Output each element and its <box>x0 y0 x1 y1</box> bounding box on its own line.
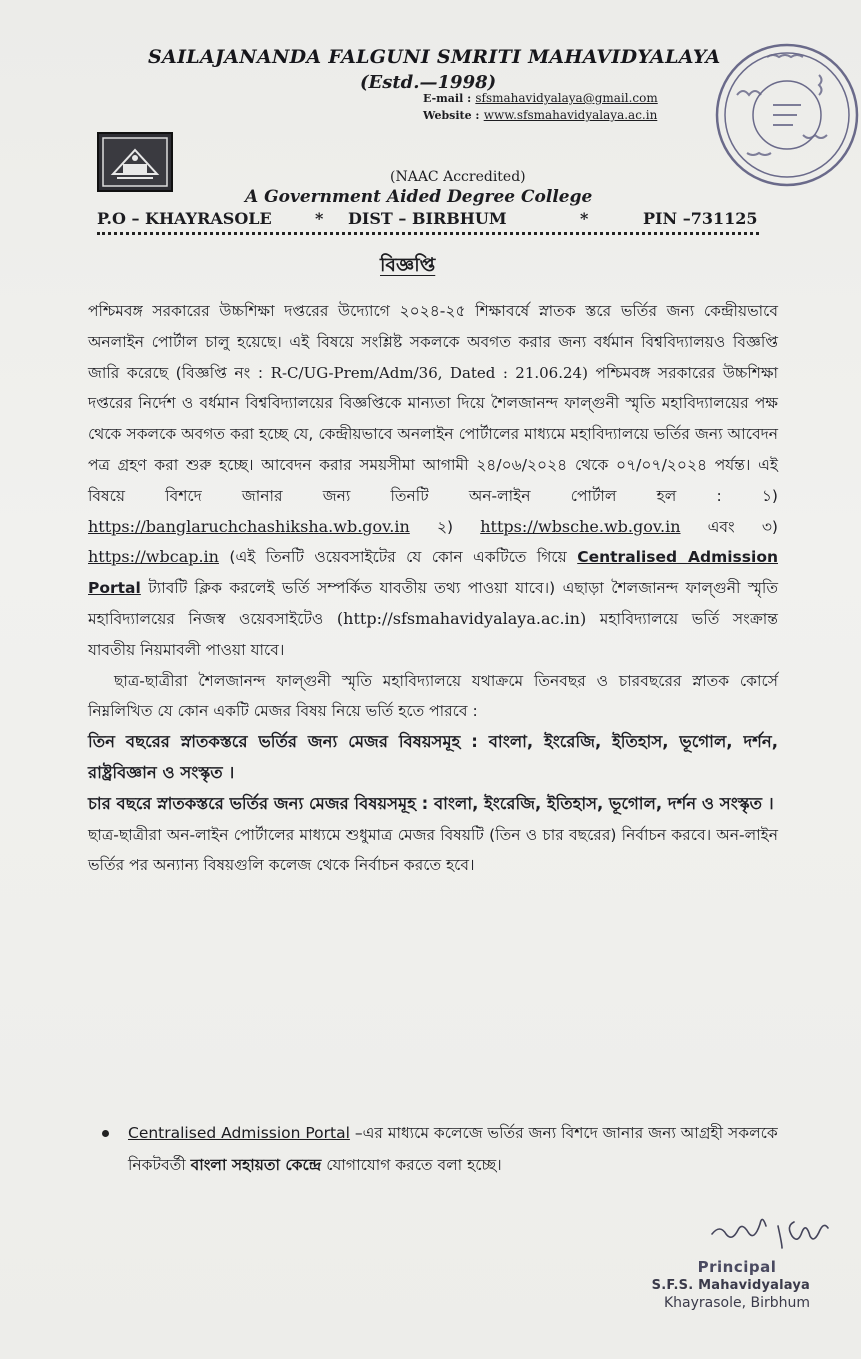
website-url: www.sfsmahavidyalaya.ac.in <box>483 108 658 122</box>
college-seal-stamp <box>707 35 861 195</box>
notice-paragraph <box>88 820 778 882</box>
signatory-location: Khayrasole, Birbhum <box>663 1295 810 1311</box>
portal-number: ২) <box>436 517 454 536</box>
paragraph-text: যোগাযোগ করতে বলা হচ্ছে। <box>326 1156 502 1174</box>
paragraph-text: মহাবিদ্যালয়ে ভর্তি সংক্রান্ত যাবতীয় নিয়মাবলী পাওয়া যাবে। <box>88 609 778 659</box>
notice-body <box>88 296 778 881</box>
contact-block <box>423 90 658 124</box>
pin-code: PIN –731125 <box>643 209 758 228</box>
college-logo <box>97 132 173 192</box>
paragraph-text: (এই তিনটি ওয়েবসাইটের যে কোন একটিতে গিয়ে <box>229 548 567 567</box>
portal-link-2[interactable]: https://wbsche.wb.gov.in <box>480 516 681 536</box>
address-separator: * <box>315 209 324 228</box>
portal-link-3[interactable]: https://wbcap.in <box>88 547 219 567</box>
established-year: (Estd.—1998) <box>360 72 497 93</box>
college-name: SAILAJANANDA FALGUNI SMRITI MAHAVIDYALAYA <box>148 46 721 68</box>
portal-number: ৩) <box>761 517 778 536</box>
handwritten-signature <box>708 1208 858 1252</box>
email-row <box>423 90 658 107</box>
signatory-title: Principal <box>697 1258 777 1276</box>
college-website[interactable]: (http://sfsmahavidyalaya.ac.in) <box>336 608 587 628</box>
portal-number: ১) <box>761 486 778 505</box>
three-year-subjects: তিন বছরের স্নাতকস্তরে ভর্তির জন্য মেজর বিষয়সমূহ : বাংলা, ইংরেজি, ইতিহাস, ভূগোল, দর্শন, রাষ্ট্রবিজ্ঞান ও সংস্কৃত । <box>88 732 778 782</box>
paragraph-text: পশ্চিমবঙ্গ সরকারের উচ্চশিক্ষা দপ্তরের নির্দেশ ও বর্ধমান বিশ্ববিদ্যালয়ের বিজ্ঞপ্তিকে মান্যতা দিয়ে শৈলজানন্দ ফাল্গুনী স্মৃতি মহাবিদ্যালয়ের পক্ষ থেকে সকলকে অবগত করা হচ্ছে যে, কেন্দ্রীয়ভাবে অনলাইন পোর্টালের মাধ্যমে মহাবিদ্যালয়ে ভর্তির জন্য আবেদন পত্র গ্রহণ করা শুরু হচ্ছে। আবেদন করার সময়সীমা আগামী ২৪/০৬/২০২৪ থেকে ০৭/০৭/২০২৪ পর্যন্ত। এই বিষয়ে বিশদে জানার জন্য তিনটি অন-লাইন পোর্টাল হল : <box>88 363 778 505</box>
paragraph-text: ট্যাবটি ক্লিক করলেই ভর্তি সম্পর্কিত যাবতীয় তথ্য পাওয়া যাবে।) এছাড়া শৈলজানন্দ ফাল্গুনী স্মৃতি মহাবিদ্যালয়ের নিজস্ব ওয়েবসাইটেও <box>88 579 778 628</box>
naac-status: (NAAC Accredited) <box>390 169 526 185</box>
paragraph-text: –এর মাধ্যমে কলেজে ভর্তির জন্য বিশদে জানার জন্য আগ্রহী সকলকে নিকটবর্তী <box>128 1124 778 1174</box>
website-row <box>423 107 658 124</box>
address-line <box>97 209 759 231</box>
signatory-organisation: S.F.S. Mahavidyalaya <box>651 1278 810 1293</box>
centralised-portal-label: Centralised Admission Portal <box>88 548 778 598</box>
post-office: P.O – KHAYRASOLE <box>97 209 272 228</box>
bullet-icon <box>102 1130 109 1137</box>
logo-emblem-icon <box>99 134 171 190</box>
address-separator: * <box>580 209 589 228</box>
dotted-divider <box>97 232 759 235</box>
notice-paragraph <box>88 296 778 666</box>
bullet-note <box>98 1117 788 1181</box>
college-type: A Government Aided Degree College <box>245 187 593 207</box>
paragraph-text: পশ্চিমবঙ্গ সরকারের উচ্চশিক্ষা দপ্তরের উদ্যোগে ২০২৪-২৫ শিক্ষাবর্ষে স্নাতক স্তরে ভর্তির জন্য কেন্দ্রীয়ভাবে অনলাইন পোর্টাল চালু হয়েছে। এই বিষয়ে সংশ্লিষ্ট সকলকে অবগত করার জন্য বর্ধমান বিশ্ববিদ্যালয়ও বিজ্ঞপ্তি জারি করেছে (বিজ্ঞপ্তি নং : <box>88 302 778 382</box>
bullet-text <box>128 1117 788 1181</box>
portal-link-1[interactable]: https://banglaruchchashiksha.wb.gov.in <box>88 516 410 536</box>
district: DIST – BIRBHUM <box>348 209 507 228</box>
conjunction-text: এবং <box>707 517 735 536</box>
signatory-block <box>640 1258 810 1311</box>
notice-paragraph <box>88 666 778 728</box>
paragraph-text: ছাত্র-ছাত্রীরা শৈলজানন্দ ফাল্গুনী স্মৃতি মহাবিদ্যালয়ে যথাক্রমে তিনবছর ও চারবছরের স্নাতক কোর্সে নিম্নলিখিত যে কোন একটি মেজর বিষয় নিয়ে ভর্তি হতে পারবে : <box>88 671 778 721</box>
four-year-subjects: চার বছরে স্নাতকস্তরে ভর্তির জন্য মেজর বিষয়সমূহ : বাংলা, ইংরেজি, ইতিহাস, ভূগোল, দর্শন ও সংস্কৃত । <box>88 793 774 813</box>
email-address: sfsmahavidyalaya@gmail.com <box>475 91 658 105</box>
notice-title: বিজ্ঞপ্তি <box>380 254 436 276</box>
website-label: Website : <box>423 109 480 122</box>
reference-number: R-C/UG-Prem/Adm/36, Dated : 21.06.24) <box>270 363 588 382</box>
centralised-portal-label: Centralised Admission Portal <box>128 1124 350 1142</box>
help-centre-name: বাংলা সহায়তা কেন্দ্রে <box>190 1156 322 1174</box>
email-label: E-mail : <box>423 92 472 105</box>
paragraph-text: ছাত্র-ছাত্রীরা অন-লাইন পোর্টালের মাধ্যমে শুধুমাত্র মেজর বিষয়টি (তিন ও চার বছরের) নির্বাচন করবে। অন-লাইন ভর্তির পর অন্যান্য বিষয়গুলি কলেজ থেকে নির্বাচন করতে হবে। <box>88 825 778 875</box>
